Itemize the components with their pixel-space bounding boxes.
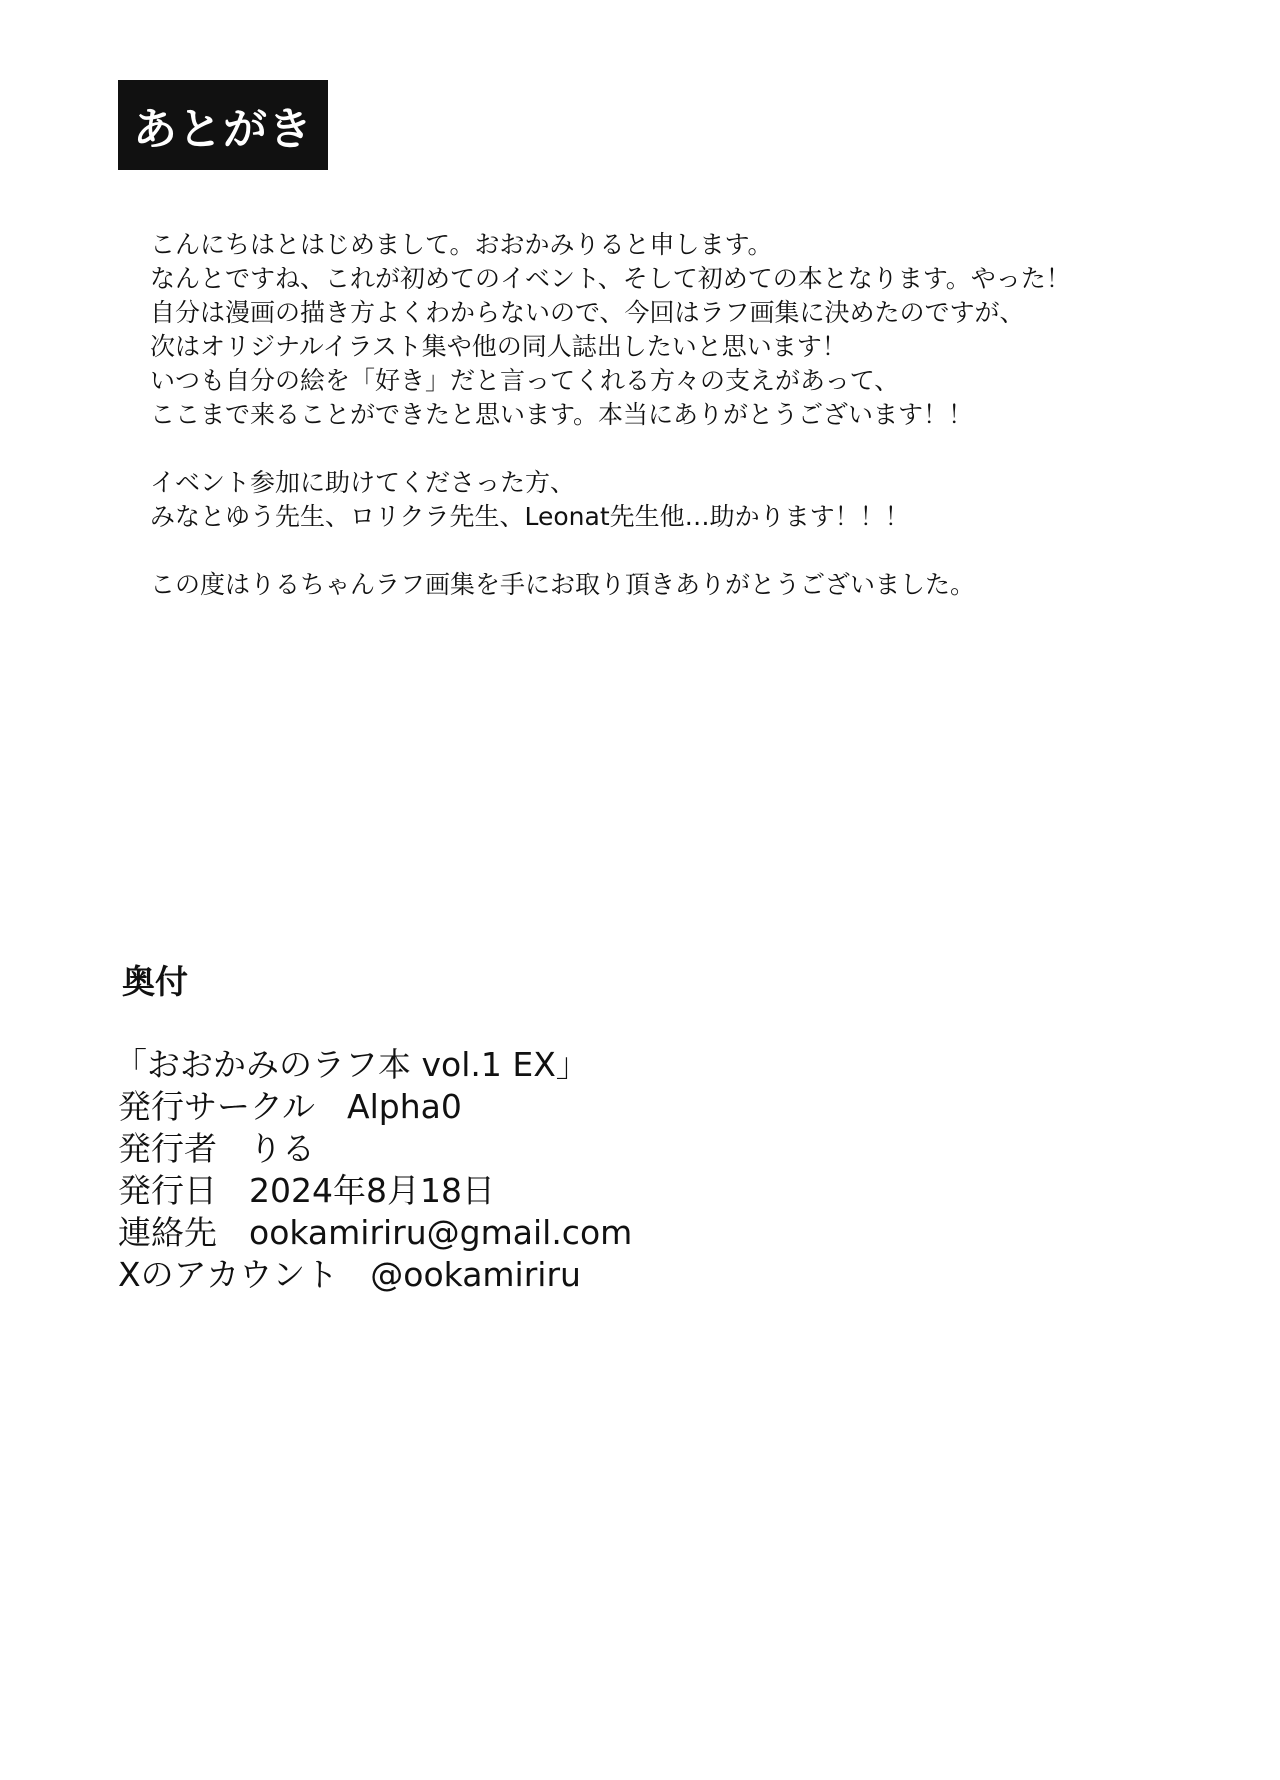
colophon-book-title — [114, 1044, 1118, 1086]
paragraph-gap — [150, 432, 1210, 466]
x-account-label: Xのアカウント — [118, 1255, 339, 1294]
contact-label: 連絡先 — [118, 1213, 217, 1252]
afterword-text — [150, 228, 1210, 602]
contact-email: ookamiriru@gmail.com — [249, 1213, 633, 1252]
afterword-line: ここまで来ることができたと思います。本当にありがとうございます！！ — [150, 400, 974, 429]
afterword-line: いつも自分の絵を「好き」だと言ってくれる方々の支えがあって、 — [150, 366, 900, 395]
x-account-handle: @ookamiriru — [370, 1255, 581, 1294]
afterword-line: この度はりるちゃんラフ画集を手にお取り頂きありがとうございました。 — [150, 570, 976, 599]
colophon-circle-row — [118, 1086, 1118, 1128]
afterword-line: イベント参加に助けてくださった方、 — [150, 468, 576, 497]
afterword-line: なんとですね、これが初めてのイベント、そして初めての本となります。やった！ — [150, 264, 1071, 293]
colophon — [114, 1044, 1118, 1296]
colophon-publisher-row — [118, 1128, 1118, 1170]
colophon-heading: 奥付 — [122, 962, 188, 1001]
afterword-line: こんにちはとはじめまして。おおかみりると申します。 — [150, 230, 773, 259]
paragraph-gap — [150, 534, 1210, 568]
publisher-value: りる — [249, 1129, 315, 1168]
circle-value: Alpha0 — [347, 1087, 462, 1126]
colophon-contact-row — [118, 1212, 1118, 1254]
colophon-date-row — [118, 1170, 1118, 1212]
date-value: 2024年8月18日 — [249, 1171, 495, 1210]
page-title: あとがき — [118, 80, 328, 170]
afterword-line: みなとゆう先生、ロリクラ先生、Leonat先生他…助かります！！！ — [150, 502, 910, 531]
date-label: 発行日 — [118, 1171, 217, 1210]
afterword-line: 次はオリジナルイラスト集や他の同人誌出したいと思います！ — [150, 332, 847, 361]
colophon-x-row — [118, 1254, 1118, 1296]
circle-label: 発行サークル — [118, 1087, 316, 1126]
afterword-line: 自分は漫画の描き方よくわからないので、今回はラフ画集に決めたのですが、 — [150, 298, 1025, 327]
publisher-label: 発行者 — [118, 1129, 217, 1168]
book-title: 「おおかみのラフ本 vol.1 EX」 — [114, 1045, 589, 1084]
